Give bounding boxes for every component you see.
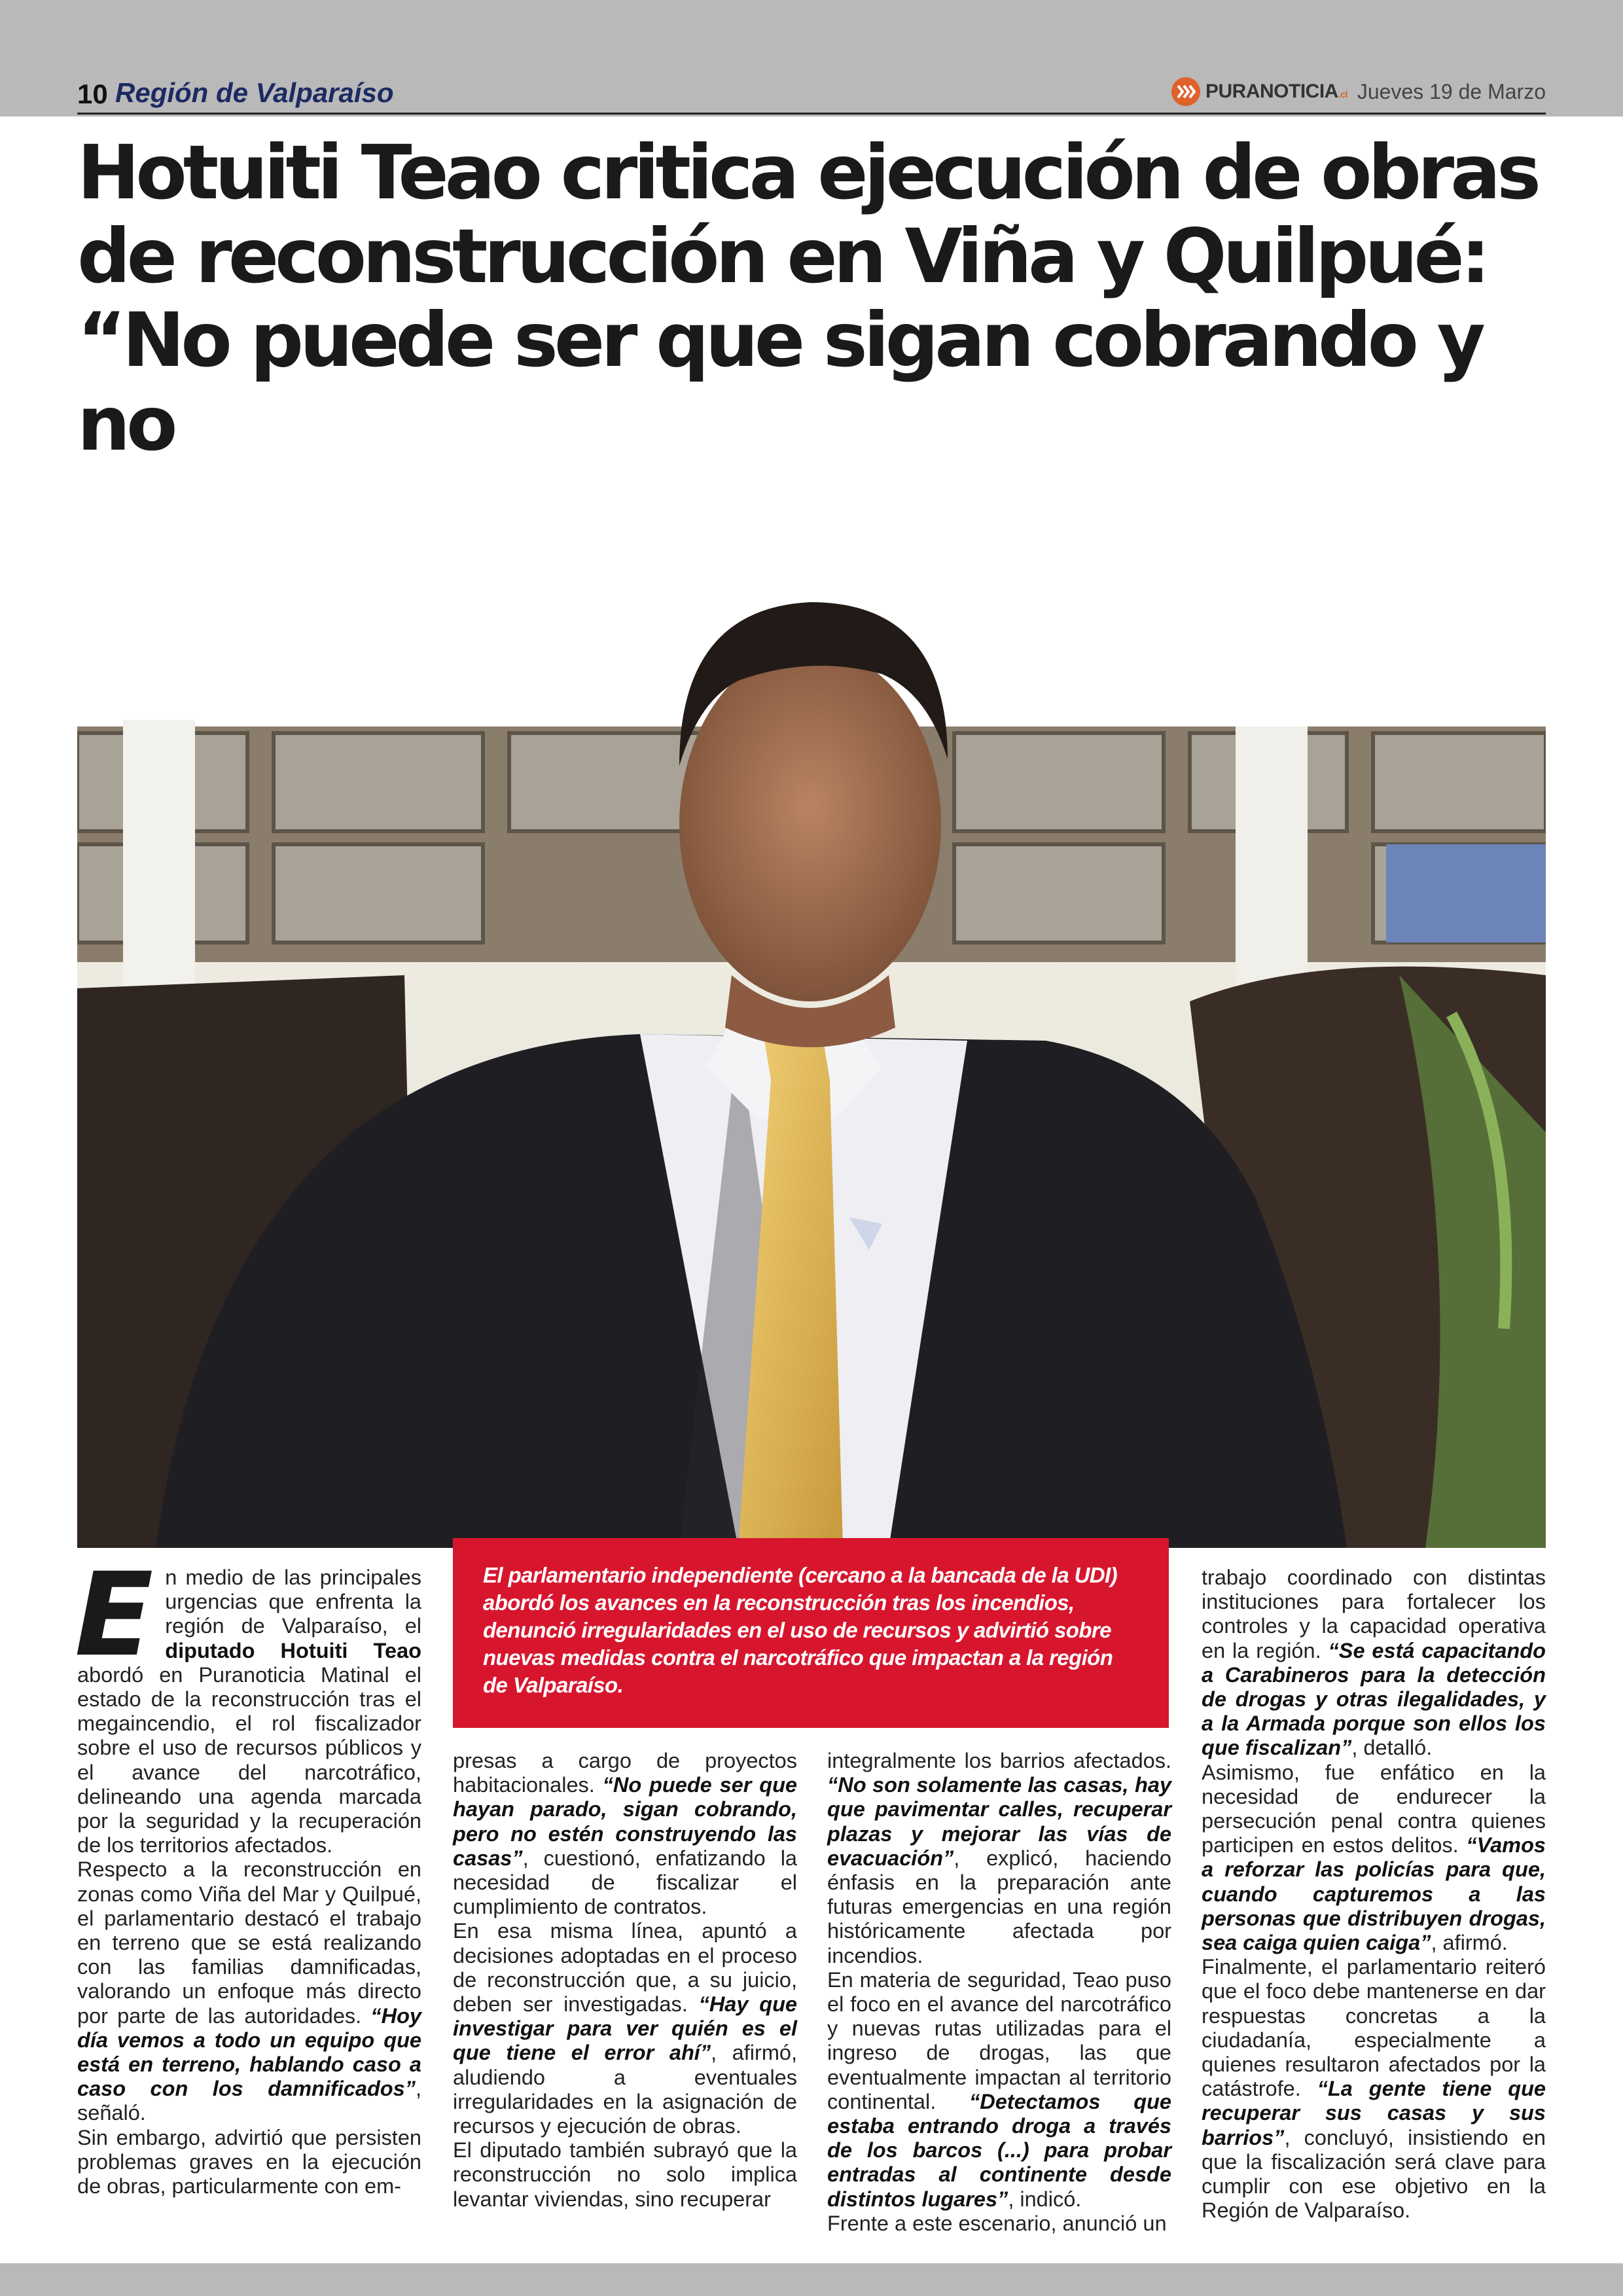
article-column-3: [827, 1749, 1171, 2236]
quote: “Detectamos que estaba entrando droga a través de los barcos (...) para probar entradas al continente desde distintos lugares”: [827, 2089, 1171, 2211]
article-column-2: [453, 1749, 797, 2212]
quote: “No puede ser que hayan parado, sigan cobrando, pero no estén construyendo las casas”: [453, 1773, 797, 1870]
quote: “Hay que investigar para ver quién es el que tiene el error ahí”: [453, 1992, 797, 2065]
emphasis: diputado Hotuiti Teao: [165, 1638, 421, 1662]
headline-line: “No puede ser que sigan cobrando y no: [77, 296, 1482, 467]
paragraph: En materia de seguridad, Teao puso el foco en el avance del narcotráfico y nuevas rutas utilizadas para el ingreso de drogas, las que eventualmente impactan al territorio continental. “Detectamos que estaba entrando droga a través de los barcos (...) para probar entradas al continente desde distintos lugares”, indicó.: [827, 1967, 1171, 2211]
callout-box: [453, 1538, 1169, 1728]
quote: “La gente tiene que recuperar sus casas y sus barrios”: [1202, 2077, 1546, 2149]
quote: “Hoy día vemos a todo un equipo que está en terreno, hablando caso a caso con los damnificados”: [77, 2003, 421, 2101]
paragraph: Sin embargo, advirtió que persisten problemas graves en la ejecución de obras, particularmente con em-: [77, 2125, 421, 2198]
paragraph: trabajo coordinado con distintas instituciones para fortalecer los controles y la capacidad operativa en la región. “Se está capacitando a Carabineros para la detección de drogas y otras ilegalidades, y a la Armada porque son ellos los que fiscalizan”, detalló.: [1202, 1566, 1546, 1760]
quote: “Vamos a reforzar las policías para que, cuando capturemos a las personas que distribuyen drogas, sea caiga quien caiga”: [1202, 1833, 1546, 1955]
headline-line: Hotuiti Teao critica ejecución de obras: [77, 129, 1538, 216]
paragraph: integralmente los barrios afectados. “No son solamente las casas, hay que pavimentar calles, recuperar plazas y mejorar las vías de evacuación”, explicó, haciendo énfasis en la preparación ante futuras emergencias en una región históricamente afectada por incendios.: [827, 1749, 1171, 1967]
paragraph: Frente a este escenario, anunció un: [827, 2211, 1167, 2235]
drop-cap: E: [75, 1548, 154, 1682]
quote: “Se está capacitando a Carabineros para la detección de drogas y otras ilegalidades, y a la Armada porque son ellos los que fiscalizan”: [1202, 1638, 1546, 1760]
brand-chevrons-icon: [1171, 77, 1200, 106]
paragraph: En esa misma línea, apuntó a decisiones adoptadas en el proceso de reconstrucción que, a su juicio, deben ser investigadas. “Hay que investigar para ver quién es el que tiene el error ahí”, afirmó, aludiendo a eventuales irregularidades en la asignación de recursos y ejecución de obras.: [453, 1919, 797, 2138]
paragraph: El diputado también subrayó que la reconstrucción no solo implica levantar viviendas, sino recuperar: [453, 2138, 797, 2211]
article-column-4: [1202, 1566, 1546, 2223]
paragraph: Finalmente, el parlamentario reiteró que el foco debe mantenerse en dar respuestas concretas a la ciudadanía, especialmente a quienes resultaron afectados por la catástrofe. “La gente tiene que recuperar sus casas y sus barrios”, concluyó, insistiendo en que la fiscalización será clave para cumplir con ese objetivo en la Región de Valparaíso.: [1202, 1955, 1546, 2223]
brand-logo: [1171, 76, 1347, 107]
paragraph: n medio de las principales urgencias que enfrenta la región de Valparaíso, el diputado Hotuiti Teao abordó en Puranoticia Matinal el estado de la reconstrucción tras el megaincendio, el rol fiscalizador sobre el uso de recursos públicos y el avance del narcotráfico, delineando una agenda marcada por la seguridad y la recuperación de los territorios afectados.: [77, 1566, 421, 1857]
callout-text: El parlamentario independiente (cercano a la bancada de la UDI) abordó los avances en la reconstrucción tras los incendios, denunció irregularidades en el uso de recursos y advirtió sobre nuevas medidas contra el narcotráfico que impactan a la región de Valparaíso.: [483, 1563, 1117, 1697]
page-number: 10: [77, 79, 108, 109]
brand-suffix: .cl: [1338, 89, 1347, 99]
brand-name: PURANOTICIA.cl: [1205, 81, 1347, 102]
section-title: Región de Valparaíso: [115, 77, 394, 108]
article-column-1: [75, 1548, 421, 2198]
issue-date: Jueves 19 de Marzo: [1357, 80, 1546, 103]
paragraph: presas a cargo de proyectos habitacionales. “No puede ser que hayan parado, sigan cobrando, pero no estén construyendo las casas”, cuestionó, enfatizando la necesidad de fiscalizar el cumplimiento de contratos.: [453, 1749, 797, 1919]
headline-line: de reconstrucción en Viña y Quilpué:: [77, 213, 1487, 300]
paragraph: Asimismo, fue enfático en la necesidad de endurecer la persecución penal contra quienes participen en estos delitos. “Vamos a reforzar las policías para que, cuando capturemos a las personas que distribuyen drogas, sea caiga quien caiga”, afirmó.: [1202, 1760, 1546, 1955]
article-photo: [77, 478, 1546, 1548]
header-divider: [77, 113, 1546, 115]
quote: “No son solamente las casas, hay que pavimentar calles, recuperar plazas y mejorar las vías de evacuación”: [827, 1773, 1171, 1870]
page-header: [77, 72, 1546, 114]
paragraph: Respecto a la reconstrucción en zonas como Viña del Mar y Quilpué, el parlamentario destacó el trabajo en terreno que se está realizando con las familias damnificadas, valorando un enfoque más directo por parte de las autoridades. “Hoy día vemos a todo un equipo que está en terreno, hablando caso a caso con los damnificados”, señaló.: [77, 1857, 421, 2125]
